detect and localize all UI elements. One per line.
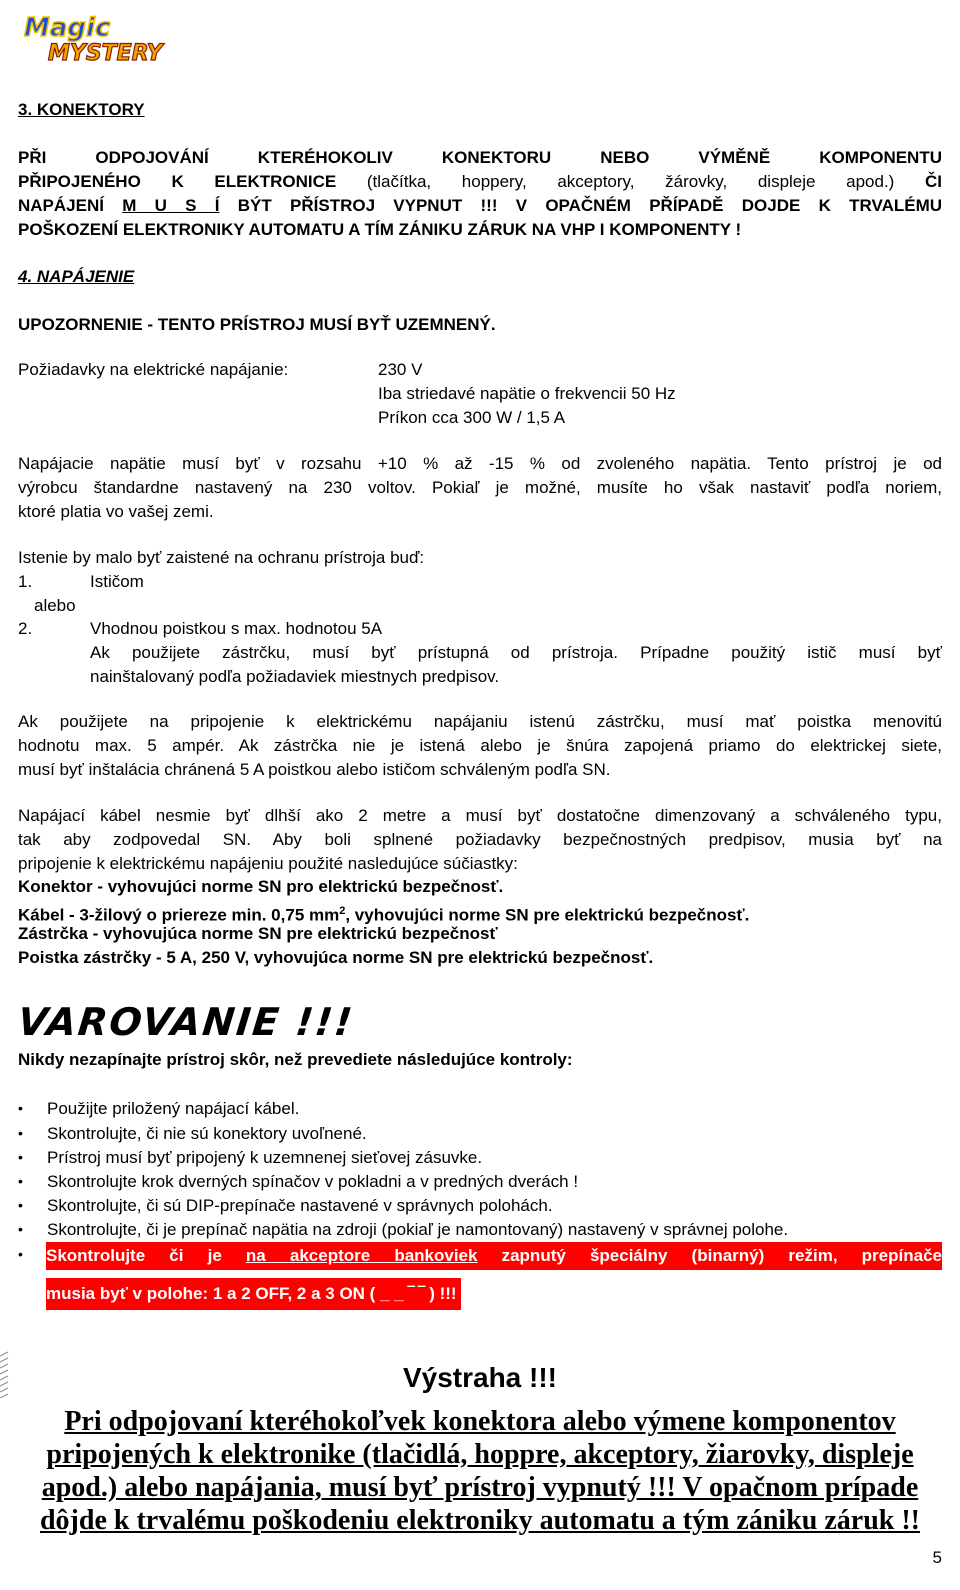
fuse-or: alebo: [34, 596, 76, 615]
parts-plug: Zástrčka - vyhovujúca norme SN pre elektrickú bezpečnosť: [18, 924, 498, 943]
section-4-heading: 4. NAPÁJENIE: [18, 267, 135, 286]
vystraha-line-3: apod.) alebo napájania, musí byť prístroj vypnutý !!! V opačnom prípade: [41, 1472, 919, 1503]
check-item-6: Skontrolujte, či je prepínač napätia na zdroji (pokiaľ je namontovaný) nastavený v správnej polohe.: [47, 1220, 789, 1239]
binary-mode-warning-line-1: [46, 1242, 942, 1270]
check-item-4: Skontrolujte krok dverných spínačov v pokladni a v predných dverách !: [47, 1172, 579, 1191]
binary-mode-acceptor: na akceptore bankoviek: [245, 1246, 478, 1265]
warning-title: VAROVANIE !!!: [15, 1000, 357, 1044]
para-2-line-2: hodnotu max. 5 ampér. Ak zástrčka nie je istená alebo je šnúra zapojená priamo do elektrickej siete,: [18, 736, 942, 755]
bullet-icon: •: [18, 1149, 23, 1165]
para-3-line-2: tak aby zodpovedal SN. Aby boli splnené požiadavky bezpečnostných predpisov, musia byť na: [18, 830, 942, 849]
section-3-line-2a: PŘIPOJENÉHO K ELEKTRONICE: [18, 172, 337, 191]
power-requirements-label: Požiadavky na elektrické napájanie:: [18, 360, 289, 379]
check-item-5: Skontrolujte, či sú DIP-prepínače nastavené v správnych polohách.: [47, 1196, 553, 1215]
bullet-icon: •: [18, 1221, 23, 1237]
magic-mystery-logo: [18, 6, 163, 66]
section-3-line-3: [18, 194, 942, 218]
page-number: 5: [932, 1548, 942, 1567]
fuse-2: Vhodnou poistkou s max. hodnotou 5A: [90, 619, 383, 638]
para-3-line-1: Napájací kábel nesmie byť dlhší ako 2 metre a musí byť dostatočne dimenzovaný a schváleného typu,: [18, 806, 942, 825]
parts-fuse: Poistka zástrčky - 5 A, 250 V, vyhovujúca norme SN pre elektrickú bezpečnosť.: [18, 948, 654, 967]
vystraha-text: [30, 1405, 930, 1537]
para-1-line-1: Napájacie napätie musí byť v rozsahu +10 % až -15 % od zvoleného napätia. Tento prístroj je od: [18, 454, 942, 473]
para-1-line-2: výrobcu štandardne nastavený na 230 voltov. Pokiaľ je možné, musíte ho však nastaviť podľa noriem,: [18, 478, 942, 497]
vystraha-title: Výstraha !!!: [402, 1362, 558, 1393]
req-voltage: 230 V: [378, 360, 423, 379]
bullet-icon: •: [18, 1125, 23, 1141]
logo-magic-text: Magic: [24, 13, 111, 43]
section-3-line-3a: NAPÁJENÍ: [18, 196, 123, 215]
parts-cable-sup: 2: [339, 905, 346, 917]
parts-connector: Konektor - vyhovujúci norme SN pro elektrickú bezpečnosť.: [18, 877, 504, 896]
fuse-2-note-line-1: Ak použijete zástrčku, musí byť prístupná od prístroja. Prípadne použitý istič musí byť: [90, 643, 942, 662]
section-3-line-2: [18, 170, 942, 194]
parts-cable-a: Kábel - 3-žilový o priereze min. 0,75 mm: [18, 905, 340, 925]
para-2-line-3: musí byť inštalácia chránená 5 A poistkou alebo ističom schváleným podľa SN.: [18, 760, 611, 779]
check-item-1: Použijte priložený napájací kábel.: [47, 1099, 300, 1118]
binary-mode-a: Skontrolujte či je: [46, 1246, 246, 1265]
vystraha-line-2: pripojených k elektronike (tlačidlá, hoppre, akceptory, žiarovky, displeje: [46, 1439, 914, 1470]
para-2-line-1: Ak použijete na pripojenie k elektrickému napájaniu istenú zástrčku, musí mať poistka menovitú: [18, 712, 942, 731]
fuse-2-note-line-2: nainštalovaný podľa požiadaviek miestnych predpisov.: [90, 667, 500, 686]
section-3-line-2b: (tlačítka, hoppery, akceptory, žárovky, displeje apod.): [336, 172, 925, 191]
para-3-line-3: pripojenie k elektrickému napájeniu použité nasledujúce súčiastky:: [18, 854, 518, 873]
power-requirements-values: [378, 358, 676, 430]
grounding-warning: UPOZORNENIE - TENTO PRÍSTROJ MUSÍ BYŤ UZEMNENÝ.: [18, 315, 496, 334]
bullet-icon: •: [18, 1100, 23, 1116]
fuse-2-num: 2.: [18, 619, 33, 638]
bullet-icon: •: [18, 1173, 23, 1189]
para-1-line-3: ktoré platia vo vašej zemi.: [18, 502, 214, 521]
vystraha-line-4: dôjde k trvalému poškodeniu elektroniky automatu a tým zániku záruk !!: [39, 1505, 920, 1536]
req-power: Príkon cca 300 W / 1,5 A: [378, 408, 566, 427]
section-3-line-1: PŘI ODPOJOVÁNÍ KTERÉHOKOLIV KONEKTORU NEBO VÝMĚNĚ KOMPONENTU: [18, 148, 942, 167]
check-item-3: Prístroj musí byť pripojený k uzemnenej sieťovej zásuvke.: [47, 1148, 483, 1167]
check-item-2: Skontrolujte, či nie sú konektory uvoľnené.: [47, 1124, 367, 1143]
warning-intro: Nikdy nezapínajte prístroj skôr, než prevediete následujúce kontroly:: [18, 1050, 573, 1069]
parts-cable-b: , vyhovujúci norme SN pre elektrickú bezpečnosť.: [345, 905, 750, 925]
bullet-icon: •: [18, 1197, 23, 1213]
fuse-1-num: 1.: [18, 572, 33, 591]
fuse-intro: Istenie by malo byť zaistené na ochranu prístroja buď:: [18, 548, 425, 567]
section-3-line-3c: BÝT PŘÍSTROJ VYPNUT !!! V OPAČNÉM PŘÍPADĚ DOJDE K TRVALÉMU: [219, 196, 943, 215]
section-3-must: M U S Í: [122, 196, 220, 215]
logo-mystery-text: MYSTERY: [48, 41, 163, 66]
section-3-heading: 3. KONEKTORY: [18, 100, 145, 119]
section-3-line-4: POŠKOZENÍ ELEKTRONIKY AUTOMATU A TÍM ZÁNIKU ZÁRUK NA VHP I KOMPONENTY !: [18, 220, 742, 239]
vystraha-line-1: Pri odpojovaní kteréhokoľvek konektora alebo výmene komponentov: [64, 1406, 896, 1437]
bullet-icon: •: [18, 1246, 23, 1262]
binary-mode-c: zapnutý špeciálny (binarný) režim, prepínače: [477, 1246, 942, 1265]
section-3-line-2c: ČI: [925, 172, 942, 191]
req-ac: Iba striedavé napätie o frekvencii 50 Hz: [378, 384, 676, 403]
fuse-1: Ističom: [90, 572, 144, 591]
binary-mode-warning-line-2: musia byť v polohe: 1 a 2 OFF, 2 a 3 ON ( _ _ ‾ ‾ ) !!!: [46, 1278, 461, 1310]
